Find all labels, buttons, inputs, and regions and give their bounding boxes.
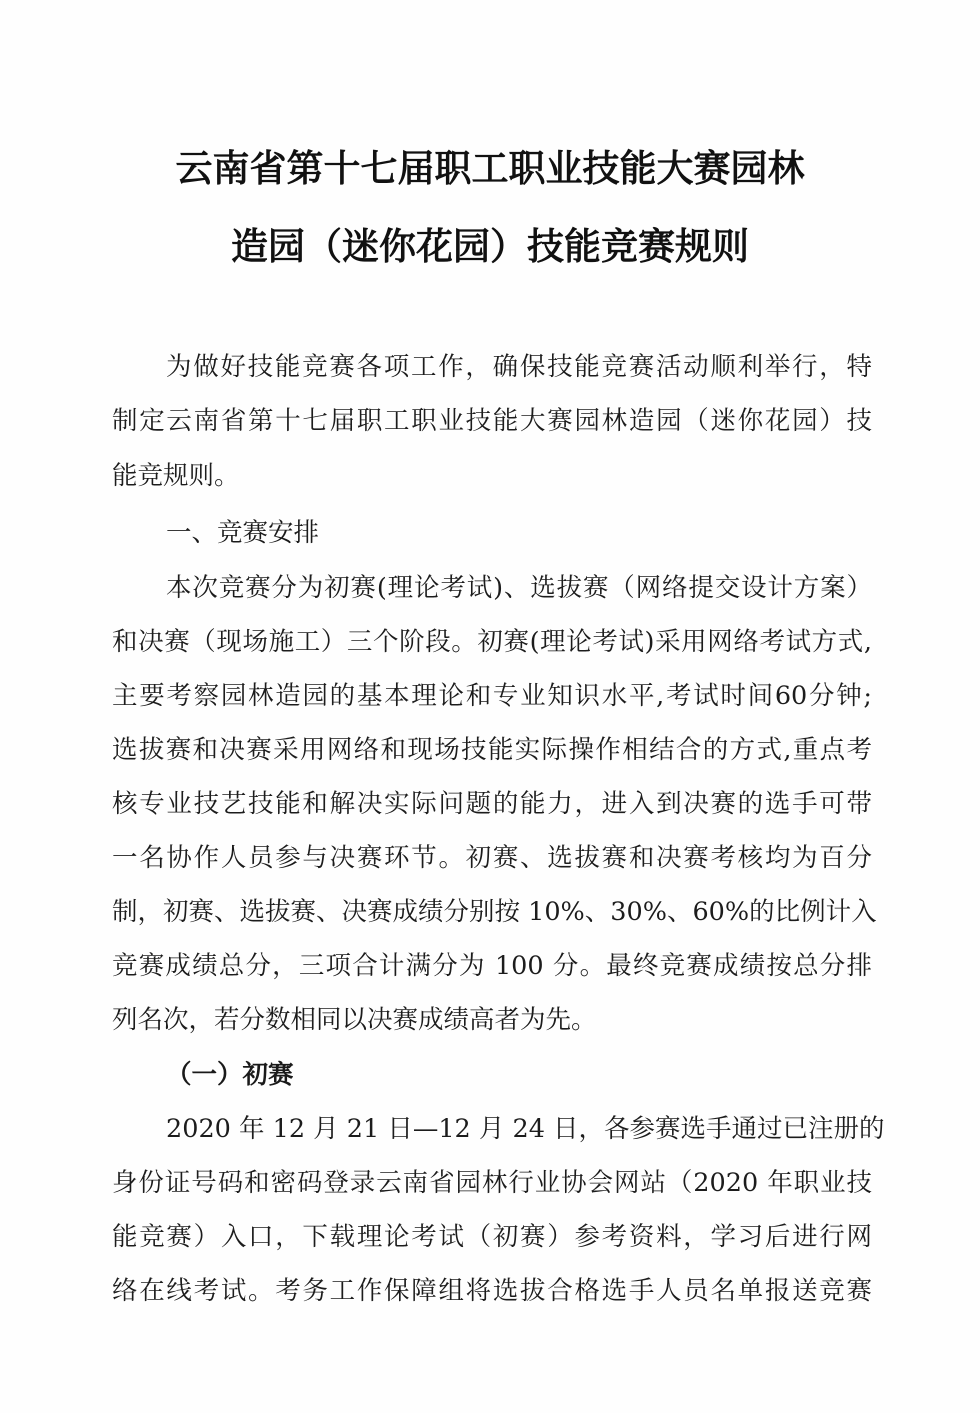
subsection1-line-1: 2020 年 12 月 21 日—12 月 24 日，各参赛选手通过已注册的 <box>166 1114 885 1144</box>
section1-line-8: 竞赛成绩总分，三项合计满分为 100 分。最终竞赛成绩按总分排 <box>112 951 872 981</box>
document-title-line-1: 云南省第十七届职工职业技能大赛园林 <box>175 147 805 190</box>
intro-line-1: 为做好技能竞赛各项工作，确保技能竞赛活动顺利举行，特 <box>166 352 872 382</box>
subsection1-line-2: 身份证号码和密码登录云南省园林行业协会网站（2020 年职业技 <box>112 1168 872 1198</box>
section1-line-2: 和决赛（现场施工）三个阶段。初赛(理论考试)采用网络考试方式, <box>112 627 872 657</box>
section1-line-7: 制，初赛、选拔赛、决赛成绩分别按 10%、30%、60%的比例计入 <box>112 897 877 927</box>
subsection1-line-3: 能竞赛）入口，下载理论考试（初赛）参考资料，学习后进行网 <box>112 1222 872 1252</box>
section1-line-1: 本次竞赛分为初赛(理论考试)、选拔赛（网络提交设计方案） <box>166 573 872 603</box>
document-title-line-2: 造园（迷你花园）技能竞赛规则 <box>231 225 749 268</box>
section-heading-arrangement: 一、竞赛安排 <box>166 518 320 548</box>
section1-line-4: 选拔赛和决赛采用网络和现场技能实际操作相结合的方式,重点考 <box>112 735 872 765</box>
section1-line-5: 核专业技艺技能和解决实际问题的能力，进入到决赛的选手可带 <box>112 789 872 819</box>
subsection-heading-preliminary: （一）初赛 <box>166 1060 294 1090</box>
intro-line-3: 能竞规则。 <box>112 461 240 491</box>
section1-line-9: 列名次，若分数相同以决赛成绩高者为先。 <box>112 1005 597 1035</box>
section1-line-6: 一名协作人员参与决赛环节。初赛、选拔赛和决赛考核均为百分 <box>112 843 872 873</box>
subsection1-line-4: 络在线考试。考务工作保障组将选拔合格选手人员名单报送竞赛 <box>112 1276 872 1306</box>
intro-line-2: 制定云南省第十七届职工职业技能大赛园林造园（迷你花园）技 <box>112 406 872 436</box>
section1-line-3: 主要考察园林造园的基本理论和专业知识水平,考试时间60分钟; <box>112 681 872 711</box>
